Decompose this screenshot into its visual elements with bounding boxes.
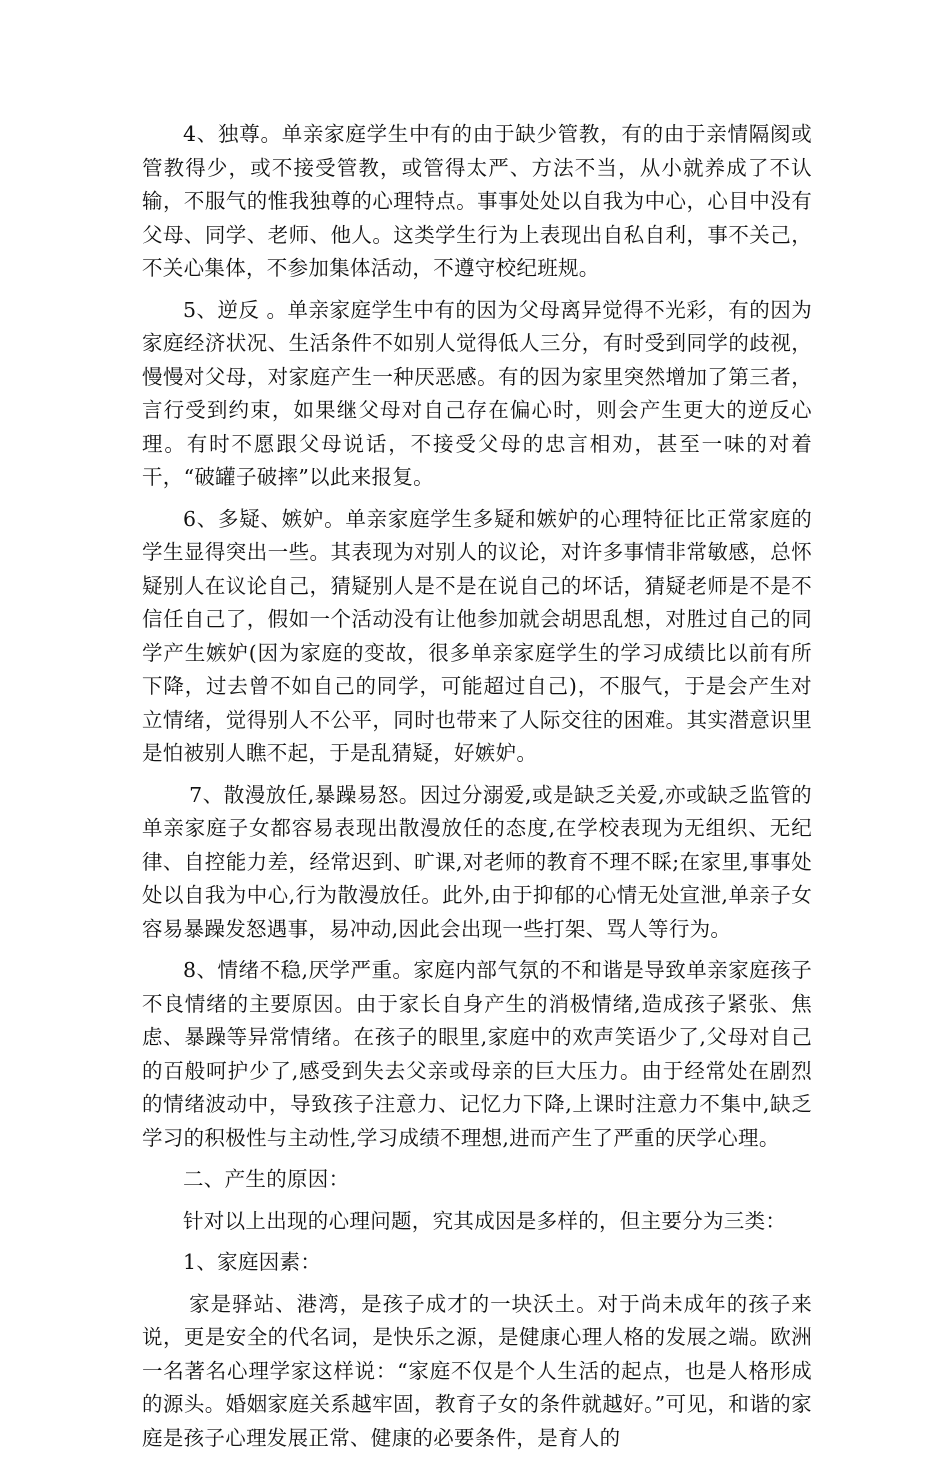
paragraph-family-factors: 家是驿站、港湾，是孩子成才的一块沃土。对于尚未成年的孩子来说，更是安全的代名词，是快乐之源，是健康心理人格的发展之端。欧洲一名著名心理学家这样说：“家庭不仅是个人生活的起点，也是人格形成的源头。婚姻家庭关系越牢固，教育子女的条件就越好。”可见，和谐的家庭是孩子心理发展正常、健康的必要条件，是育人的	[142, 1291, 812, 1450]
subheading-family-factors: 1、家庭因素：	[183, 1250, 322, 1274]
paragraph-emotional-instability: 8、情绪不稳,厌学严重。家庭内部气氛的不和谐是导致单亲家庭孩子不良情绪的主要原因。由于家长自身产生的消极情绪,造成孩子紧张、焦虑、暴躁等异常情绪。在孩子的眼里,家庭中的欢声笑语少了,父母对自己的百般呵护少了,感受到失去父亲或母亲的巨大压力。由于经常处在剧烈的情绪波动中，导致孩子注意力、记忆力下降,上课时注意力不集中,缺乏学习的积极性与主动性,学习成绩不理想,进而产生了严重的厌学心理。	[142, 958, 812, 1150]
paragraph-rebellion: 5、逆反 。单亲家庭学生中有的因为父母离异觉得不光彩，有的因为家庭经济状况、生活条件不如别人觉得低人三分，有时受到同学的歧视，慢慢对父母，对家庭产生一种厌恶感。有的因为家里突然增加了第三者，言行受到约束，如果继父母对自己存在偏心时，则会产生更大的逆反心理。有时不愿跟父母说话，不接受父母的忠言相劝，甚至一味的对着干，“破罐子破摔”以此来报复。	[142, 297, 812, 489]
paragraph-arrogance: 4、独尊。单亲家庭学生中有的由于缺少管教，有的由于亲情隔阂或管教得少，或不接受管教，或管得太严、方法不当，从小就养成了不认输，不服气的惟我独尊的心理特点。事事处处以自我为中心，心目中没有父母、同学、老师、他人。这类学生行为上表现出自私自利，事不关己，不关心集体，不参加集体活动，不遵守校纪班规。	[142, 122, 812, 280]
paragraph-laxity-irritability: 7、散漫放任,暴躁易怒。因过分溺爱,或是缺乏关爱,亦或缺乏监管的单亲家庭子女都容易表现出散漫放任的态度,在学校表现为无组织、无纪律、自控能力差，经常迟到、旷课,对老师的教育不理不睬;在家里,事事处处以自我为中心,行为散漫放任。此外,由于抑郁的心情无处宣泄,单亲子女容易暴躁发怒遇事，易冲动,因此会出现一些打架、骂人等行为。	[142, 782, 812, 941]
section-heading-causes: 二、产生的原因：	[183, 1167, 350, 1191]
document-body	[142, 118, 812, 1463]
paragraph-causes-intro: 针对以上出现的心理问题，究其成因是多样的，但主要分为三类：	[183, 1208, 787, 1233]
paragraph-suspicion-jealousy: 6、多疑、嫉妒。单亲家庭学生多疑和嫉妒的心理特征比正常家庭的学生显得突出一些。其表现为对别人的议论，对许多事情非常敏感，总怀疑别人在议论自己，猜疑别人是不是在说自己的坏话，猜疑老师是不是不信任自己了，假如一个活动没有让他参加就会胡思乱想，对胜过自己的同学产生嫉妒(因为家庭的变故，很多单亲家庭学生的学习成绩比以前有所下降，过去曾不如自己的同学，可能超过自己)，不服气，于是会产生对立情绪，觉得别人不公平，同时也带来了人际交往的困难。其实潜意识里是怕被别人瞧不起，于是乱猜疑，好嫉妒。	[142, 506, 812, 765]
